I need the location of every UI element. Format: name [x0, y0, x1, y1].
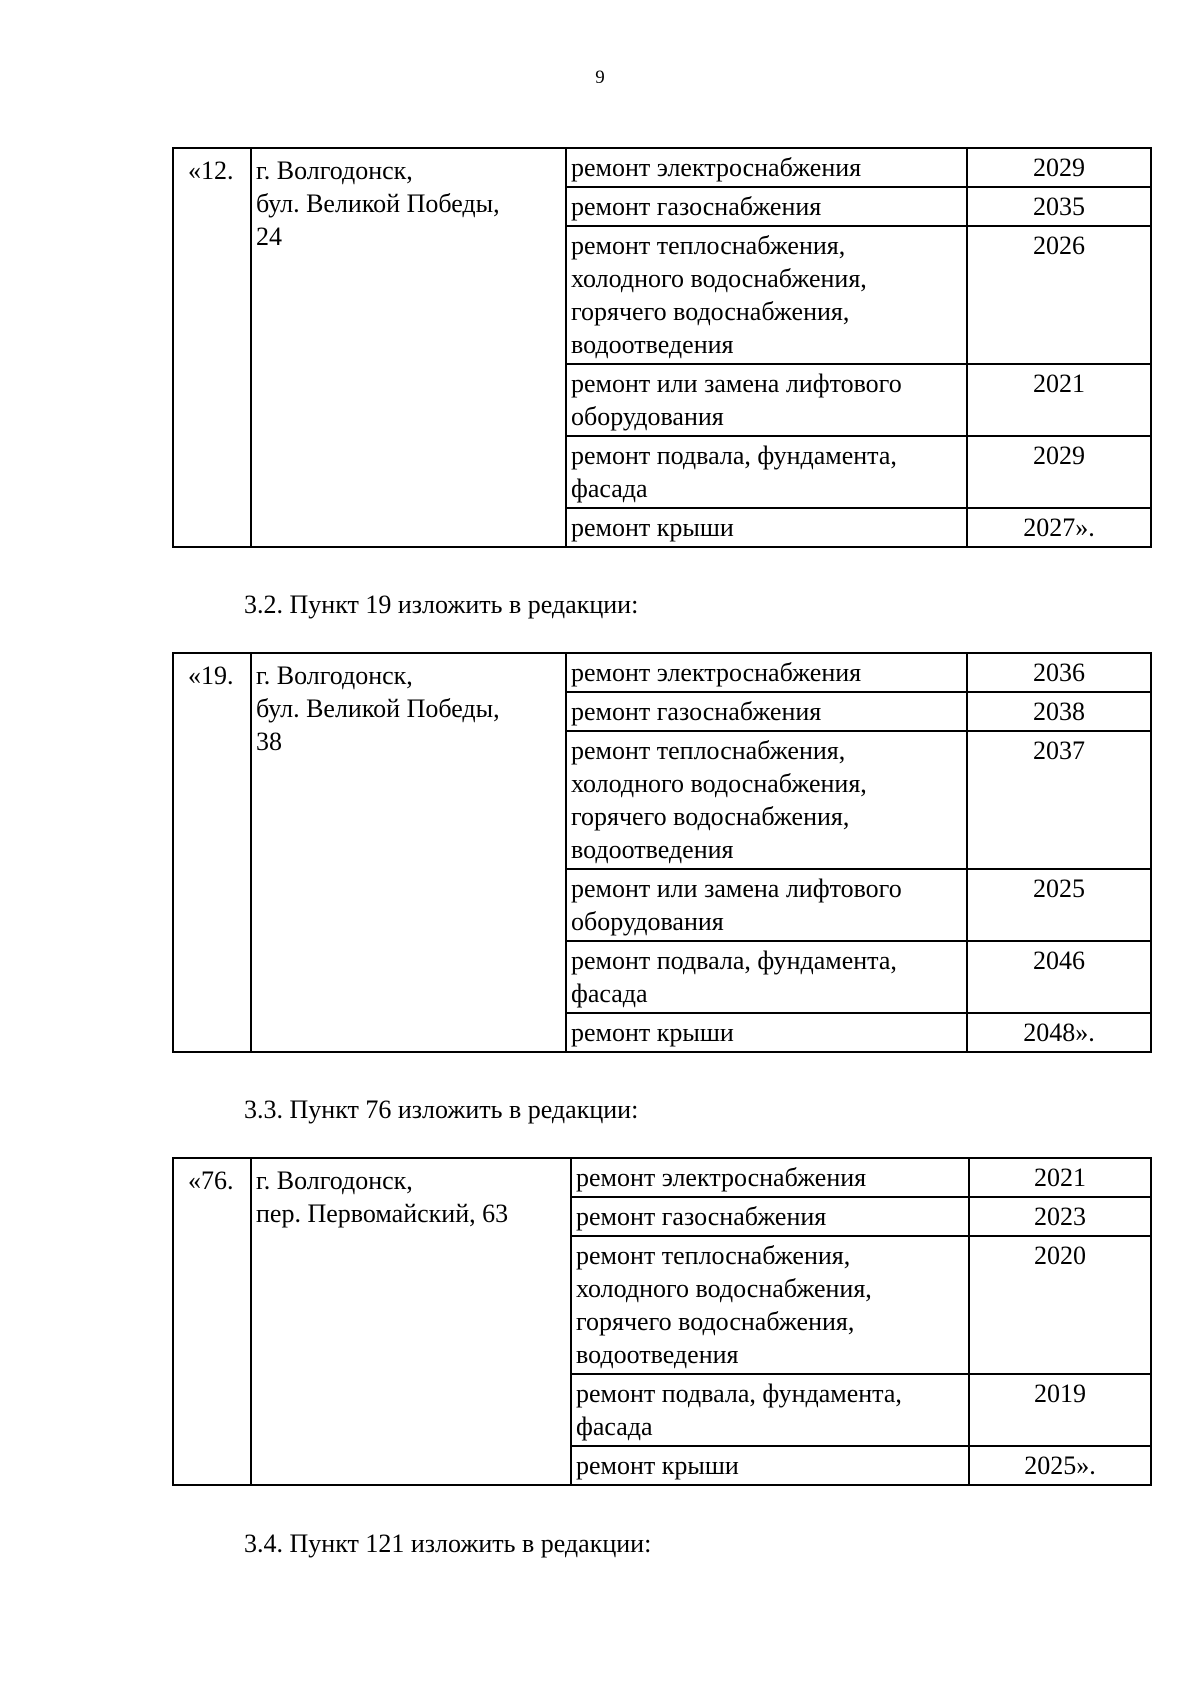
year-cell: 2019	[969, 1374, 1151, 1446]
work-type-cell: ремонт или замена лифтового оборудования	[566, 364, 967, 436]
table-row	[173, 148, 1151, 187]
work-type-cell: ремонт газоснабжения	[566, 187, 967, 226]
paragraph-3-2: 3.2. Пункт 19 изложить в редакции:	[244, 590, 639, 619]
work-type-cell: ремонт или замена лифтового оборудования	[566, 869, 967, 941]
work-type-cell: ремонт электроснабжения	[566, 653, 967, 692]
address-cell	[251, 1158, 571, 1485]
work-type-cell: ремонт подвала, фундамента, фасада	[566, 941, 967, 1013]
year-cell: 2023	[969, 1197, 1151, 1236]
work-type-cell: ремонт крыши	[566, 508, 967, 547]
work-type-cell: ремонт подвала, фундамента, фасада	[571, 1374, 969, 1446]
work-type-cell: ремонт газоснабжения	[571, 1197, 969, 1236]
repair-schedule-table-76	[172, 1157, 1152, 1486]
year-cell: 2021	[967, 364, 1151, 436]
work-type-cell: ремонт теплоснабжения, холодного водоснабжения, горячего водоснабжения, водоотведения	[566, 226, 967, 364]
address-line: бул. Великой Победы,	[256, 694, 500, 723]
item-number: «19.	[173, 653, 251, 1052]
repair-schedule-table-19	[172, 652, 1152, 1053]
address-line: бул. Великой Победы,	[256, 189, 500, 218]
work-type-cell: ремонт крыши	[566, 1013, 967, 1052]
year-cell: 2029	[967, 436, 1151, 508]
year-cell: 2027».	[967, 508, 1151, 547]
year-cell: 2046	[967, 941, 1151, 1013]
work-type-cell: ремонт теплоснабжения, холодного водоснабжения, горячего водоснабжения, водоотведения	[566, 731, 967, 869]
work-type-cell: ремонт газоснабжения	[566, 692, 967, 731]
year-cell: 2035	[967, 187, 1151, 226]
table-row	[173, 1158, 1151, 1197]
address-line: г. Волгодонск,	[256, 156, 413, 185]
paragraph-3-4: 3.4. Пункт 121 изложить в редакции:	[244, 1529, 652, 1558]
item-number: «12.	[173, 148, 251, 547]
work-type-cell: ремонт подвала, фундамента, фасада	[566, 436, 967, 508]
year-cell: 2021	[969, 1158, 1151, 1197]
year-cell: 2037	[967, 731, 1151, 869]
page-number: 9	[595, 67, 605, 88]
year-cell: 2020	[969, 1236, 1151, 1374]
year-cell: 2036	[967, 653, 1151, 692]
year-cell: 2029	[967, 148, 1151, 187]
repair-schedule-table-12	[172, 147, 1152, 548]
address-line: г. Волгодонск,	[256, 661, 413, 690]
year-cell: 2026	[967, 226, 1151, 364]
year-cell: 2025».	[969, 1446, 1151, 1485]
address-cell	[251, 653, 566, 1052]
address-cell	[251, 148, 566, 547]
work-type-cell: ремонт электроснабжения	[571, 1158, 969, 1197]
address-line: 24	[256, 222, 282, 251]
work-type-cell: ремонт теплоснабжения, холодного водоснабжения, горячего водоснабжения, водоотведения	[571, 1236, 969, 1374]
work-type-cell: ремонт крыши	[571, 1446, 969, 1485]
year-cell: 2048».	[967, 1013, 1151, 1052]
address-line: г. Волгодонск,	[256, 1166, 413, 1195]
work-type-cell: ремонт электроснабжения	[566, 148, 967, 187]
paragraph-3-3: 3.3. Пункт 76 изложить в редакции:	[244, 1095, 639, 1124]
item-number: «76.	[173, 1158, 251, 1485]
address-line: пер. Первомайский, 63	[256, 1199, 509, 1228]
address-line: 38	[256, 727, 282, 756]
year-cell: 2038	[967, 692, 1151, 731]
year-cell: 2025	[967, 869, 1151, 941]
table-row	[173, 653, 1151, 692]
